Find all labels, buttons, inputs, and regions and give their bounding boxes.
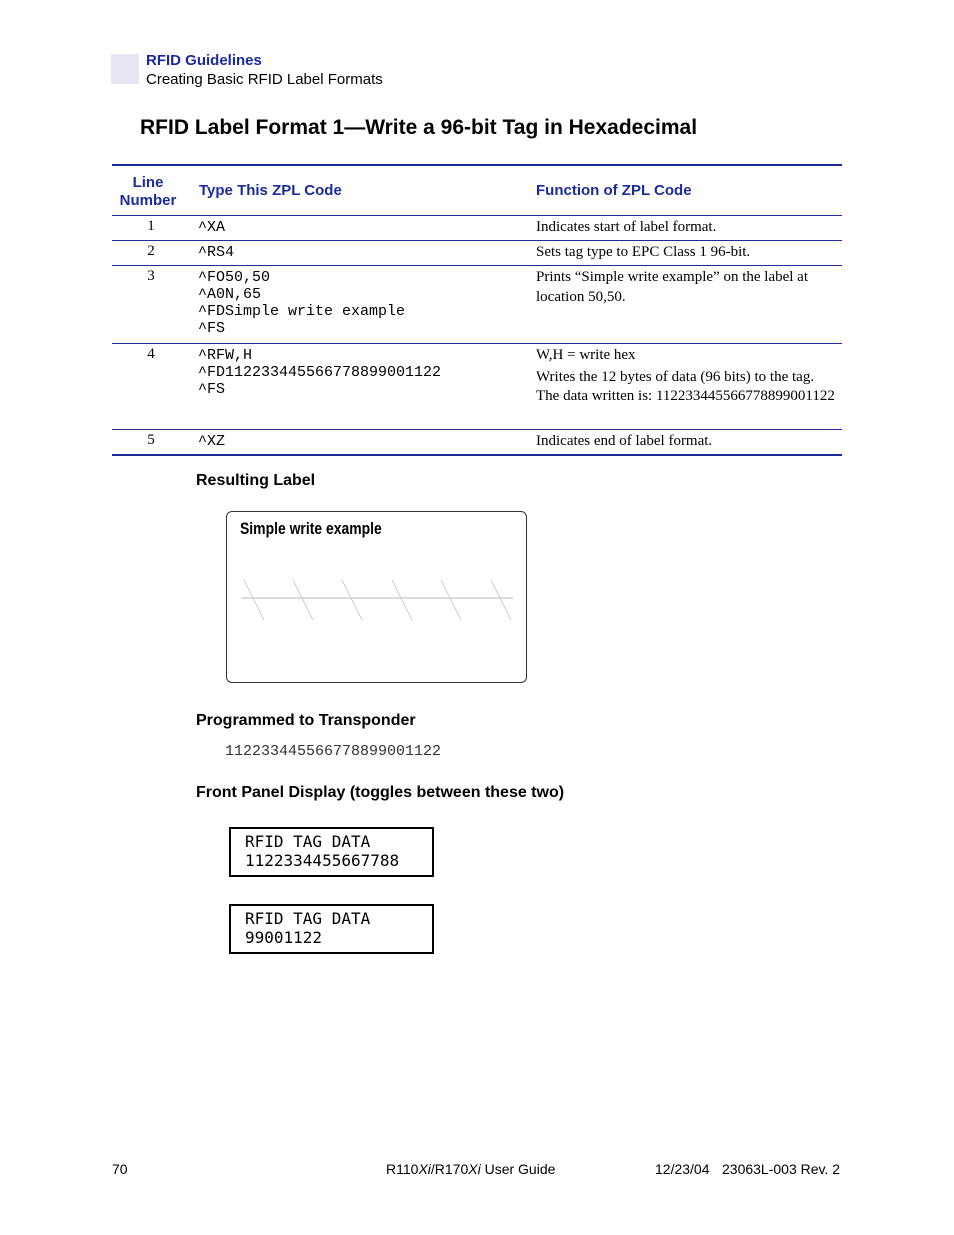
zpl-code [198,433,225,450]
footer-date: 12/23/04 [655,1161,710,1177]
code-function [536,243,836,263]
code-function [536,218,836,238]
function-text: Prints “Simple write example” on the label at location 50,50. [536,269,809,305]
line-number: 2 [147,243,155,259]
function-text: Indicates end of label format. [536,433,713,449]
header-line-number [112,174,184,210]
header-tab-marker [111,54,139,84]
code-function [536,346,836,407]
code-line: ^FS [198,320,226,337]
guide-title [386,1161,555,1177]
table-row [112,344,842,430]
code-function [536,432,836,452]
zpl-code [198,347,441,398]
resulting-label-preview [226,511,527,683]
table-row [112,430,842,454]
table-row [112,266,842,344]
page-number: 70 [112,1161,128,1177]
code-line: ^FS [198,381,226,398]
zpl-table [112,164,842,456]
programmed-heading: Programmed to Transponder [196,712,416,729]
header-line-label: Line [132,174,164,191]
display-line-1: RFID TAG DATA [245,832,371,851]
guide-title-part: User Guide [480,1161,556,1177]
code-line: ^XZ [198,433,226,450]
line-number: 3 [147,268,155,284]
code-line: ^RFW,H [198,347,253,364]
code-line: ^XA [198,219,226,236]
front-panel-heading: Front Panel Display (toggles between these two) [196,784,565,801]
front-panel-display-1 [229,827,434,877]
line-number: 1 [147,218,155,234]
table-header [112,166,842,216]
function-text: Sets tag type to EPC Class 1 96-bit. [536,244,751,260]
code-function [536,268,836,307]
display-line-2: 99001122 [245,928,323,947]
code-line: ^FD112233445566778899001122 [198,364,442,381]
zpl-code [198,269,405,337]
rfid-antenna-illustration [227,512,526,682]
page-title: RFID Label Format 1—Write a 96-bit Tag in Hexadecimal [140,116,698,139]
code-line: ^FDSimple write example [198,303,406,320]
zpl-code [198,219,225,236]
code-line: ^FO50,50 [198,269,271,286]
table-row [112,241,842,266]
guide-title-part: Xi [468,1161,481,1177]
zpl-code [198,244,234,261]
display-line-1: RFID TAG DATA [245,909,371,928]
guide-title-part: /R170 [430,1161,469,1177]
code-line: ^RS4 [198,244,235,261]
header-number-label: Number [119,192,177,209]
programmed-value: 112233445566778899001122 [225,743,442,760]
front-panel-display-2 [229,904,434,954]
code-line: ^A0N,65 [198,286,262,303]
guide-title-part: R110 [386,1161,419,1177]
guide-title-part: Xi [418,1161,431,1177]
label-text: Simple write example [240,519,382,538]
table-row [112,216,842,241]
section-title: RFID Guidelines [146,52,262,69]
subsection-title: Creating Basic RFID Label Formats [146,71,383,88]
header-function: Function of ZPL Code [536,182,692,199]
header-code: Type This ZPL Code [199,182,342,199]
line-number: 5 [147,432,155,448]
line-number: 4 [147,346,155,362]
display-line-2: 1122334455667788 [245,851,400,870]
document-number: 23063L-003 Rev. 2 [722,1161,841,1177]
function-text: Indicates start of label format. [536,219,717,235]
resulting-label-heading: Resulting Label [196,472,316,489]
function-text: Writes the 12 bytes of data (96 bits) to the tag. The data written is: 112233445566778899001122 [536,368,835,404]
function-text: W,H = write hex [536,347,636,363]
